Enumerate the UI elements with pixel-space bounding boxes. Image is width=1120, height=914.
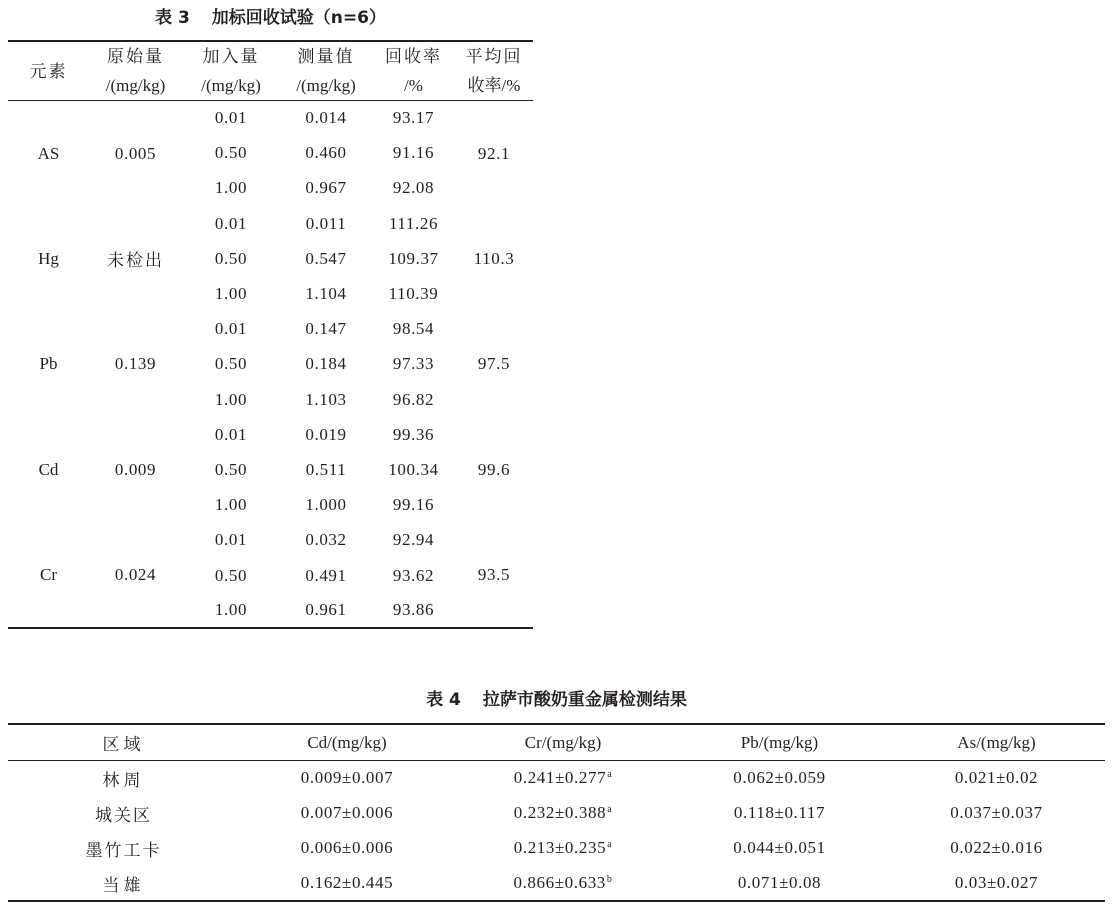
header-as: As/(mg/kg) (888, 724, 1105, 761)
added-amount-cell: 0.01 (214, 319, 248, 339)
table-row (8, 523, 533, 558)
cd-cell: 0.007±0.006 (300, 803, 394, 823)
element-cell: Cr (40, 565, 57, 585)
original-amount-cell: 未检出 (107, 251, 164, 271)
pb-cell: 0.071±0.08 (737, 873, 822, 893)
table-row (8, 831, 1105, 866)
table3-title-text: 加标回收试验（n=6） (211, 8, 386, 28)
measured-value-cell: 0.019 (305, 424, 347, 444)
measured-value-cell: 0.511 (305, 459, 347, 479)
measured-value-cell: 1.104 (305, 284, 347, 304)
region-cell: 林周 (102, 770, 145, 790)
cr-significance-mark: b (606, 873, 613, 885)
table-row (8, 866, 1105, 901)
average-recovery-cell: 110.3 (473, 248, 515, 268)
region-cell: 城关区 (95, 805, 152, 825)
pb-cell: 0.062±0.059 (733, 768, 826, 788)
measured-value-cell: 1.103 (305, 389, 347, 409)
recovery-rate-cell: 100.34 (388, 459, 439, 479)
header-line-2: 收率/% (467, 76, 521, 95)
original-amount-cell: 0.005 (114, 143, 157, 163)
header-cd: Cd/(mg/kg) (239, 724, 455, 761)
recovery-rate-cell: 92.94 (392, 530, 435, 550)
cr-value: 0.241±0.277 (513, 768, 607, 788)
recovery-rate-cell: 109.37 (388, 248, 439, 268)
table3-header-row (8, 41, 533, 101)
measured-value-cell: 0.147 (305, 319, 347, 339)
table-row (8, 206, 533, 241)
cr-value: 0.866±0.633 (513, 873, 606, 893)
region-cell: 当雄 (102, 875, 145, 895)
cr-significance-mark: a (607, 838, 613, 850)
recovery-rate-cell: 111.26 (388, 213, 439, 233)
header-original-amount (89, 41, 182, 101)
measured-value-cell: 0.460 (305, 143, 347, 163)
recovery-rate-cell: 93.86 (392, 600, 435, 620)
as-cell: 0.021±0.02 (954, 768, 1039, 788)
measured-value-cell: 0.961 (305, 600, 347, 620)
header-recovery-rate (372, 41, 455, 101)
cr-value: 0.213±0.235 (513, 838, 607, 858)
table4-title-label: 表 4 (426, 690, 461, 710)
recovery-rate-cell: 110.39 (388, 284, 439, 304)
recovery-rate-cell: 99.36 (392, 424, 435, 444)
added-amount-cell: 0.01 (214, 530, 248, 550)
original-amount-cell: 0.009 (114, 459, 157, 479)
table-row (8, 312, 533, 347)
region-cell: 墨竹工卡 (85, 840, 162, 860)
added-amount-cell: 1.00 (214, 600, 248, 620)
header-line-1: 测量值 (297, 47, 355, 66)
header-line-1: 原始量 (107, 47, 164, 66)
recovery-rate-cell: 99.16 (392, 495, 435, 515)
header-line-2: /(mg/kg) (296, 76, 356, 95)
average-recovery-cell: 92.1 (477, 143, 511, 163)
added-amount-cell: 0.50 (214, 143, 248, 163)
table4-header-row (8, 724, 1105, 761)
measured-value-cell: 0.184 (305, 354, 347, 374)
header-line-2: /(mg/kg) (201, 76, 261, 95)
element-cell: Pb (39, 354, 58, 374)
cr-significance-mark: a (607, 768, 613, 780)
measured-value-cell: 0.547 (305, 248, 347, 268)
header-line-1: 元素 (29, 61, 68, 81)
recovery-rate-cell: 93.17 (392, 108, 435, 128)
original-amount-cell: 0.024 (114, 565, 157, 585)
measured-value-cell: 0.032 (305, 530, 347, 550)
cd-cell: 0.009±0.007 (300, 768, 394, 788)
table4-title-text: 拉萨市酸奶重金属检测结果 (482, 690, 687, 710)
table4-title (8, 688, 1105, 712)
cr-cell (455, 761, 671, 796)
added-amount-cell: 0.01 (214, 213, 248, 233)
header-line-1: 加入量 (202, 47, 260, 66)
table3-title (8, 6, 533, 30)
added-amount-cell: 0.50 (214, 565, 248, 585)
element-cell: Cd (38, 459, 59, 479)
added-amount-cell: 1.00 (214, 389, 248, 409)
header-element (8, 41, 89, 101)
added-amount-cell: 0.50 (214, 248, 248, 268)
element-cell: AS (37, 143, 60, 163)
header-line-1: 平均回 (465, 47, 523, 66)
header-line-1: 回收率 (385, 47, 442, 66)
header-line-2: /(mg/kg) (105, 76, 166, 95)
table3-title-label: 表 3 (155, 8, 190, 28)
measured-value-cell: 0.011 (305, 213, 347, 233)
cr-cell (455, 796, 671, 831)
average-recovery-cell: 99.6 (477, 459, 511, 479)
cr-significance-mark: a (607, 803, 613, 815)
added-amount-cell: 0.50 (214, 354, 248, 374)
original-amount-cell: 0.139 (114, 354, 157, 374)
header-added-amount (182, 41, 280, 101)
table-row (8, 761, 1105, 796)
recovery-rate-cell: 97.33 (392, 354, 435, 374)
recovery-rate-cell: 91.16 (392, 143, 435, 163)
table-row (8, 101, 533, 136)
header-region: 区域 (8, 724, 239, 761)
pb-cell: 0.118±0.117 (733, 803, 826, 823)
added-amount-cell: 0.01 (214, 108, 248, 128)
header-measured-value (280, 41, 372, 101)
header-pb: Pb/(mg/kg) (671, 724, 888, 761)
cd-cell: 0.006±0.006 (300, 838, 394, 858)
measured-value-cell: 1.000 (305, 495, 347, 515)
header-cr: Cr/(mg/kg) (455, 724, 671, 761)
as-cell: 0.022±0.016 (950, 838, 1043, 858)
cr-value: 0.232±0.388 (513, 803, 607, 823)
added-amount-cell: 1.00 (214, 178, 248, 198)
recovery-rate-cell: 98.54 (392, 319, 435, 339)
recovery-test-table (8, 40, 533, 629)
table-row (8, 796, 1105, 831)
element-cell: Hg (38, 248, 59, 268)
added-amount-cell: 1.00 (214, 284, 248, 304)
recovery-rate-cell: 92.08 (392, 178, 435, 198)
as-cell: 0.037±0.037 (950, 803, 1043, 823)
average-recovery-cell: 93.5 (477, 565, 511, 585)
measured-value-cell: 0.014 (305, 108, 347, 128)
added-amount-cell: 0.01 (214, 424, 248, 444)
pb-cell: 0.044±0.051 (733, 838, 826, 858)
added-amount-cell: 0.50 (214, 459, 248, 479)
average-recovery-cell: 97.5 (477, 354, 511, 374)
table-row (8, 417, 533, 452)
cr-cell (455, 831, 671, 866)
measured-value-cell: 0.491 (305, 565, 347, 585)
added-amount-cell: 1.00 (214, 495, 248, 515)
cr-cell (455, 866, 671, 901)
recovery-rate-cell: 96.82 (392, 389, 435, 409)
measured-value-cell: 0.967 (305, 178, 347, 198)
header-average-recovery (455, 41, 533, 101)
as-cell: 0.03±0.027 (954, 873, 1039, 893)
heavy-metal-results-table (8, 723, 1105, 902)
recovery-rate-cell: 93.62 (392, 565, 435, 585)
cd-cell: 0.162±0.445 (300, 873, 394, 893)
header-line-2: /% (404, 76, 423, 95)
